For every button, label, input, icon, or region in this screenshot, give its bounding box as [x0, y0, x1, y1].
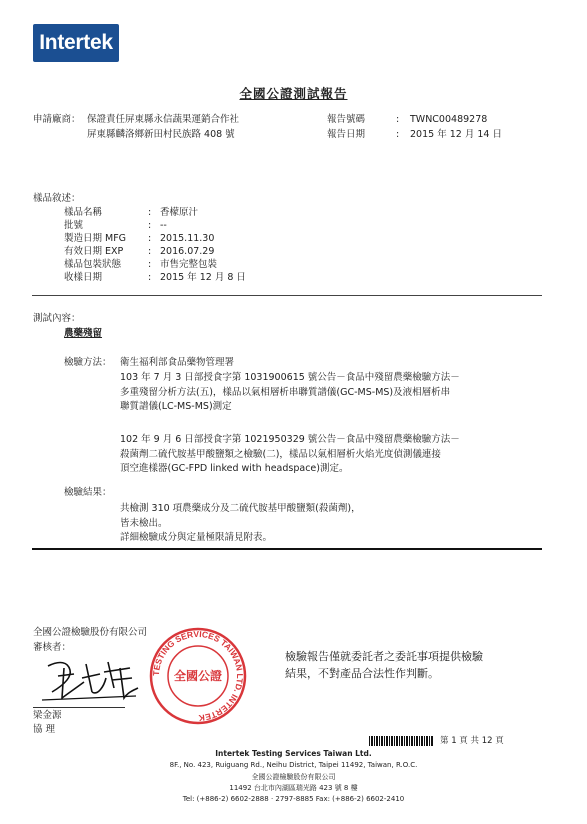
divider	[32, 295, 542, 296]
footer-address-en: 8F., No. 423, Ruiguang Rd., Neihu District, Taipei 11492, Taiwan, R.O.C.	[169, 761, 418, 769]
method-2-line: 102 年 9 月 6 日部授食字第 1021950329 號公告－食品中殘留農藥檢驗方法－	[120, 434, 460, 445]
report-title: 全國公證測試報告	[239, 86, 348, 101]
result-label: 檢驗結果：	[64, 487, 112, 498]
sample-row-label: 批號	[64, 220, 84, 231]
colon: :	[148, 246, 152, 257]
colon: :	[396, 114, 400, 125]
footer-phone: Tel: (+886-2) 6602-2888 · 2797-8885 Fax: (+886-2) 6602-2410	[182, 795, 405, 803]
intertek-logo: Intertek	[33, 24, 119, 62]
sample-row-value: 2015.11.30	[160, 233, 215, 244]
sample-row-label: 樣品包裝狀態	[64, 259, 122, 270]
sample-row-value: --	[160, 220, 167, 231]
signature-line	[33, 707, 125, 708]
sample-row-label: 樣品名稱	[64, 207, 103, 218]
company-seal-stamp	[148, 626, 248, 726]
applicant-label: 申請廠商：	[33, 114, 81, 125]
footer-company-en: Intertek Testing Services Taiwan Ltd.	[215, 749, 372, 758]
colon: :	[148, 220, 152, 231]
footer-company-zh: 全國公證檢驗股份有限公司	[251, 773, 336, 781]
method-1-line: 多重殘留分析方法(五)，樣品以氣相層析串聯質譜儀(GC-MS-MS)及液相層析串	[120, 386, 451, 398]
divider	[32, 548, 542, 550]
method-authority: 衛生福利部食品藥物管理署	[120, 357, 235, 368]
sample-row-label: 製造日期 MFG	[64, 233, 127, 244]
result-line: 詳細檢驗成分與定量極限請見附表。	[120, 532, 273, 543]
sample-row-value: 2016.07.29	[160, 246, 215, 257]
svg-text:TESTING SERVICES TAIWAN LTD. I: TESTING SERVICES TAIWAN LTD. INTERTEK	[150, 628, 246, 724]
test-item: 農藥殘留	[64, 328, 103, 339]
report-date-value: 2015 年 12 月 14 日	[410, 129, 502, 140]
colon: :	[148, 233, 152, 244]
sample-row-value: 市售完整包裝	[160, 259, 218, 270]
report-no-label: 報告號碼	[327, 114, 366, 125]
sample-row-label: 有效日期 EXP	[64, 246, 124, 257]
method-label: 檢驗方法：	[64, 357, 112, 368]
colon: :	[148, 272, 152, 283]
result-text	[120, 502, 361, 546]
sample-heading: 樣品敘述：	[33, 193, 81, 204]
colon: :	[148, 207, 152, 218]
reviewer-label: 審核者：	[33, 642, 72, 653]
applicant-address: 屏東縣麟洛鄉新田村民族路 408 號	[87, 129, 235, 140]
company-name: 全國公證檢驗股份有限公司	[33, 627, 148, 638]
signer-name: 梁金源	[33, 710, 62, 721]
sample-row-label: 收樣日期	[64, 272, 103, 283]
test-heading: 測試內容：	[33, 313, 81, 324]
applicant-name: 保證責任屏東縣永信蔬果運銷合作社	[87, 114, 240, 125]
method-1-line: 103 年 7 月 3 日部授食字第 1031900615 號公告－食品中殘留農藥檢驗方法－	[120, 372, 460, 383]
disclaimer	[285, 648, 483, 682]
disclaimer-line: 結果，不對產品合法性作判斷。	[285, 667, 439, 680]
sample-row-value: 香檬原汁	[160, 207, 199, 218]
method-1	[120, 371, 460, 415]
method-2-line: 頂空進樣器(GC-FPD linked with headspace)測定。	[120, 463, 349, 474]
result-line: 皆未檢出。	[120, 517, 168, 529]
colon: :	[148, 259, 152, 270]
svg-text:全國公證: 全國公證	[173, 669, 223, 683]
sample-row-value: 2015 年 12 月 8 日	[160, 272, 246, 283]
method-2	[120, 433, 460, 477]
footer-address-zh: 11492 台北市內湖區瑞光路 423 號 8 樓	[229, 784, 358, 792]
signer-title: 協 理	[33, 724, 56, 735]
method-1-line: 聯質譜儀(LC-MS-MS)測定	[120, 401, 232, 412]
signature-image	[40, 652, 140, 708]
method-2-line: 殺菌劑二硫代胺基甲酸鹽類之檢驗(二)，樣品以氣相層析火焰光度偵測儀連接	[120, 448, 441, 460]
report-no-value: TWNC00489278	[410, 114, 488, 125]
disclaimer-line: 檢驗報告僅就委託者之委託事項提供檢驗	[285, 650, 483, 663]
colon: :	[396, 129, 400, 140]
barcode	[369, 736, 433, 746]
report-date-label: 報告日期	[327, 129, 366, 140]
page-info: 第 1 頁 共 12 頁	[440, 736, 504, 746]
result-line: 共檢測 310 項農藥成分及二硫代胺基甲酸鹽類(殺菌劑)，	[120, 503, 361, 514]
